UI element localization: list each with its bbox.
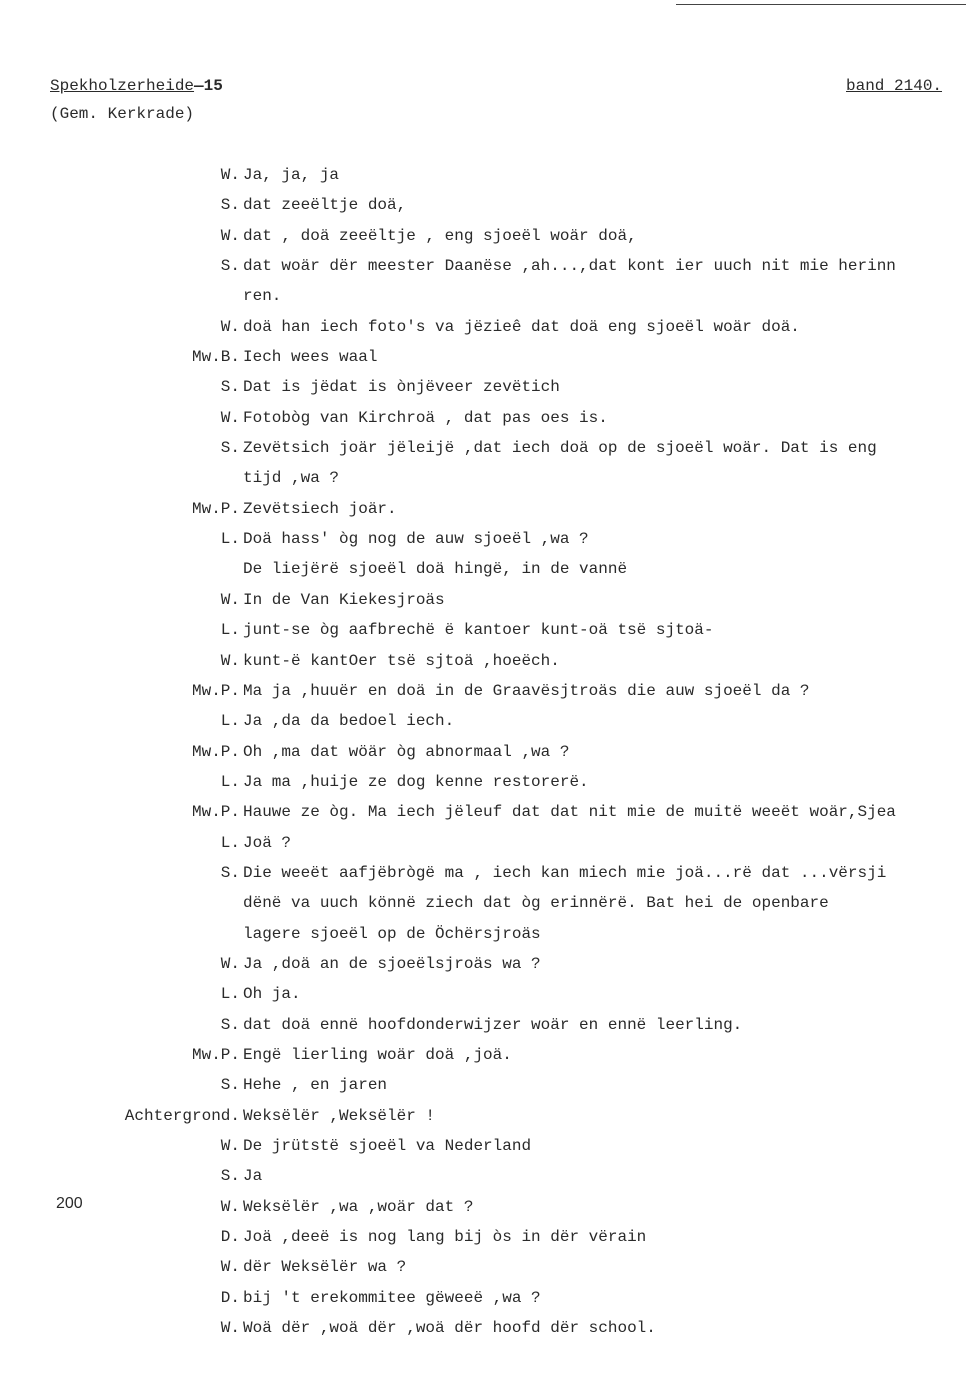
speaker-label: S. — [220, 1076, 240, 1095]
transcript-line — [0, 737, 966, 767]
speaker-label: Mw.P. — [191, 681, 240, 700]
utterance-text: doä han iech foto's va jëzieê dat doä eng sjoeël woär doä. — [243, 317, 800, 336]
transcript-line — [0, 1131, 966, 1161]
speaker-label: W. — [220, 1197, 240, 1216]
transcript-line — [0, 858, 966, 888]
transcript-line — [0, 403, 966, 433]
utterance-text: Doä hass' òg nog de auw sjoeël ,wa ? — [243, 530, 589, 549]
utterance-text: kunt-ë kantOer tsë sjtoä ,hoeëch. — [243, 651, 560, 670]
transcript-line — [0, 767, 966, 797]
transcript-line — [0, 1252, 966, 1282]
transcript-line — [0, 221, 966, 251]
utterance-text: dat woär dër meester Daanëse ,ah...,dat kont ier uuch nit mie herinn — [243, 257, 896, 276]
utterance-text: Weksëlër ,wa ,woär dat ? — [243, 1197, 474, 1216]
utterance-text: Hauwe ze òg. Ma iech jëleuf dat dat nit mie de muitë weeët woär,Sjea — [243, 803, 896, 822]
transcript-line — [0, 1010, 966, 1040]
utterance-text: lagere sjoeël op de Öchërsjroäs — [243, 924, 541, 943]
utterance-text: Iech wees waal — [243, 348, 378, 367]
header-place-line — [50, 72, 223, 100]
header-left — [50, 72, 223, 128]
page-mark-number: 15 — [203, 77, 223, 95]
speaker-label: D. — [220, 1288, 240, 1307]
speaker-label: Mw.P. — [191, 1045, 240, 1064]
utterance-text: Weksëlër ,Weksëlër ! — [243, 1106, 436, 1125]
speaker-label: Mw.B. — [191, 348, 240, 367]
speaker-label: Mw.P. — [191, 499, 240, 518]
speaker-label: S. — [220, 257, 240, 276]
utterance-text: dënë va uuch könnë ziech dat òg erinnërë. Bat hei de openbare — [243, 894, 829, 913]
transcript-line — [0, 1313, 966, 1343]
transcript-line — [0, 342, 966, 372]
utterance-text: dat , doä zeeëltje , eng sjoeël woär doä, — [243, 226, 637, 245]
transcript-line — [0, 1101, 966, 1131]
speaker-label: Mw.P. — [191, 803, 240, 822]
transcript-line — [0, 160, 966, 190]
transcript-line — [0, 524, 966, 554]
transcript-line — [0, 979, 966, 1009]
transcript-line — [0, 706, 966, 736]
utterance-text: De liejërë sjoeël doä hingë, in de vannë — [243, 560, 628, 579]
utterance-text: Ja, ja, ja — [243, 166, 340, 184]
utterance-text: Ja ma ,huije ze dog kenne restorerë. — [243, 772, 589, 791]
transcript-line — [0, 494, 966, 524]
transcript-line — [0, 676, 966, 706]
speaker-label: W. — [220, 651, 240, 670]
band-number: band 2140. — [846, 77, 943, 95]
speaker-label: L. — [220, 985, 240, 1004]
utterance-text: Hehe , en jaren — [243, 1076, 388, 1095]
speaker-label: W. — [220, 590, 240, 609]
utterance-text: Dat is jëdat is ònjëveer zevëtich — [243, 378, 560, 397]
utterance-text: In de Van Kiekesjroäs — [243, 590, 445, 609]
utterance-text: Ja ,doä an de sjoeëlsjroäs wa ? — [243, 954, 541, 973]
speaker-label: D. — [220, 1228, 240, 1247]
speaker-label: W. — [220, 1319, 240, 1338]
transcript-line — [0, 828, 966, 858]
utterance-text: Woä dër ,woä dër ,woä dër hoofd dër school. — [243, 1319, 656, 1338]
speaker-label: L. — [220, 772, 240, 791]
transcript-line — [0, 190, 966, 220]
margin-number: 200 — [56, 1195, 83, 1212]
transcript-line — [0, 1283, 966, 1313]
speaker-label: W. — [220, 317, 240, 336]
transcript-line — [0, 554, 966, 584]
transcript-line — [0, 1070, 966, 1100]
page-mark: —15 — [194, 77, 223, 95]
place-name: Spekholzerheide — [50, 77, 195, 95]
transcript-line — [0, 251, 966, 281]
transcript-lines — [0, 160, 966, 1343]
utterance-text: dat doä ennë hoofdonderwijzer woär en ennë leerling. — [243, 1015, 743, 1034]
speaker-label: W. — [220, 166, 240, 184]
utterance-text: dat zeeëltje doä, — [243, 196, 407, 215]
speaker-label: L. — [220, 833, 240, 852]
speaker-label: W. — [220, 226, 240, 245]
utterance-text: bij 't erekommitee gëweeë ,wa ? — [243, 1288, 541, 1307]
speaker-label: L. — [220, 621, 240, 640]
top-rule — [676, 4, 966, 5]
utterance-text: Ja ,da da bedoel iech. — [243, 712, 455, 731]
speaker-label: S. — [220, 1167, 240, 1186]
speaker-label: L. — [220, 530, 240, 549]
speaker-label: W. — [220, 954, 240, 973]
utterance-text: Engë lierling woär doä ,joä. — [243, 1045, 512, 1064]
transcript-line — [0, 1040, 966, 1070]
speaker-label: W. — [220, 408, 240, 427]
utterance-text: Oh ,ma dat wöär òg abnormaal ,wa ? — [243, 742, 570, 761]
utterance-text: Zevëtsiech joär. — [243, 499, 397, 518]
transcript-line — [0, 888, 966, 918]
utterance-text: tijd ,wa ? — [243, 469, 340, 488]
utterance-text: ren. — [243, 287, 282, 306]
speaker-label: S. — [220, 863, 240, 882]
utterance-text: Ma ja ,huuër en doä in de Graavësjtroäs die auw sjoeël da ? — [243, 681, 810, 700]
speaker-label: W. — [220, 1137, 240, 1155]
transcript-line — [0, 372, 966, 402]
utterance-text: De jrütstë sjoeël va Nederland — [243, 1137, 532, 1155]
transcript-line — [0, 1161, 966, 1191]
utterance-text: Joä ,deeë is nog lang bij òs in dër vërain — [243, 1228, 647, 1247]
speaker-label: Achtergrond. — [124, 1106, 240, 1125]
transcript-line — [0, 949, 966, 979]
utterance-text: Die weeët aafjëbrògë ma , iech kan miech mie joä...rë dat ...vërsji — [243, 863, 887, 882]
transcript-line — [0, 463, 966, 493]
speaker-label: W. — [220, 1258, 240, 1277]
transcript-line — [0, 919, 966, 949]
transcript-line — [0, 1192, 966, 1222]
utterance-text: dër Weksëlër wa ? — [243, 1258, 407, 1277]
transcript-line — [0, 585, 966, 615]
utterance-text: junt-se òg aafbrechë ë kantoer kunt-oä tsë sjtoä- — [243, 621, 714, 640]
transcript-line — [0, 433, 966, 463]
speaker-label: S. — [220, 196, 240, 215]
transcript-line — [0, 312, 966, 342]
speaker-label: Mw.P. — [191, 742, 240, 761]
speaker-label: S. — [220, 439, 240, 458]
header-right — [846, 72, 942, 100]
speaker-label: S. — [220, 378, 240, 397]
transcript-line — [0, 615, 966, 645]
utterance-text: Zevëtsich joär jëleijë ,dat iech doä op de sjoeël woär. Dat is eng — [243, 439, 877, 458]
transcript-line — [0, 797, 966, 827]
utterance-text: Fotobòg van Kirchroä , dat pas oes is. — [243, 408, 608, 427]
utterance-text: Ja — [243, 1167, 263, 1186]
municipality: (Gem. Kerkrade) — [50, 105, 195, 123]
transcript-line — [0, 646, 966, 676]
speaker-label: S. — [220, 1015, 240, 1034]
transcript-line — [0, 1222, 966, 1252]
speaker-label: L. — [220, 712, 240, 731]
utterance-text: Oh ja. — [243, 985, 301, 1004]
transcript-line — [0, 281, 966, 311]
utterance-text: Joä ? — [243, 833, 292, 852]
